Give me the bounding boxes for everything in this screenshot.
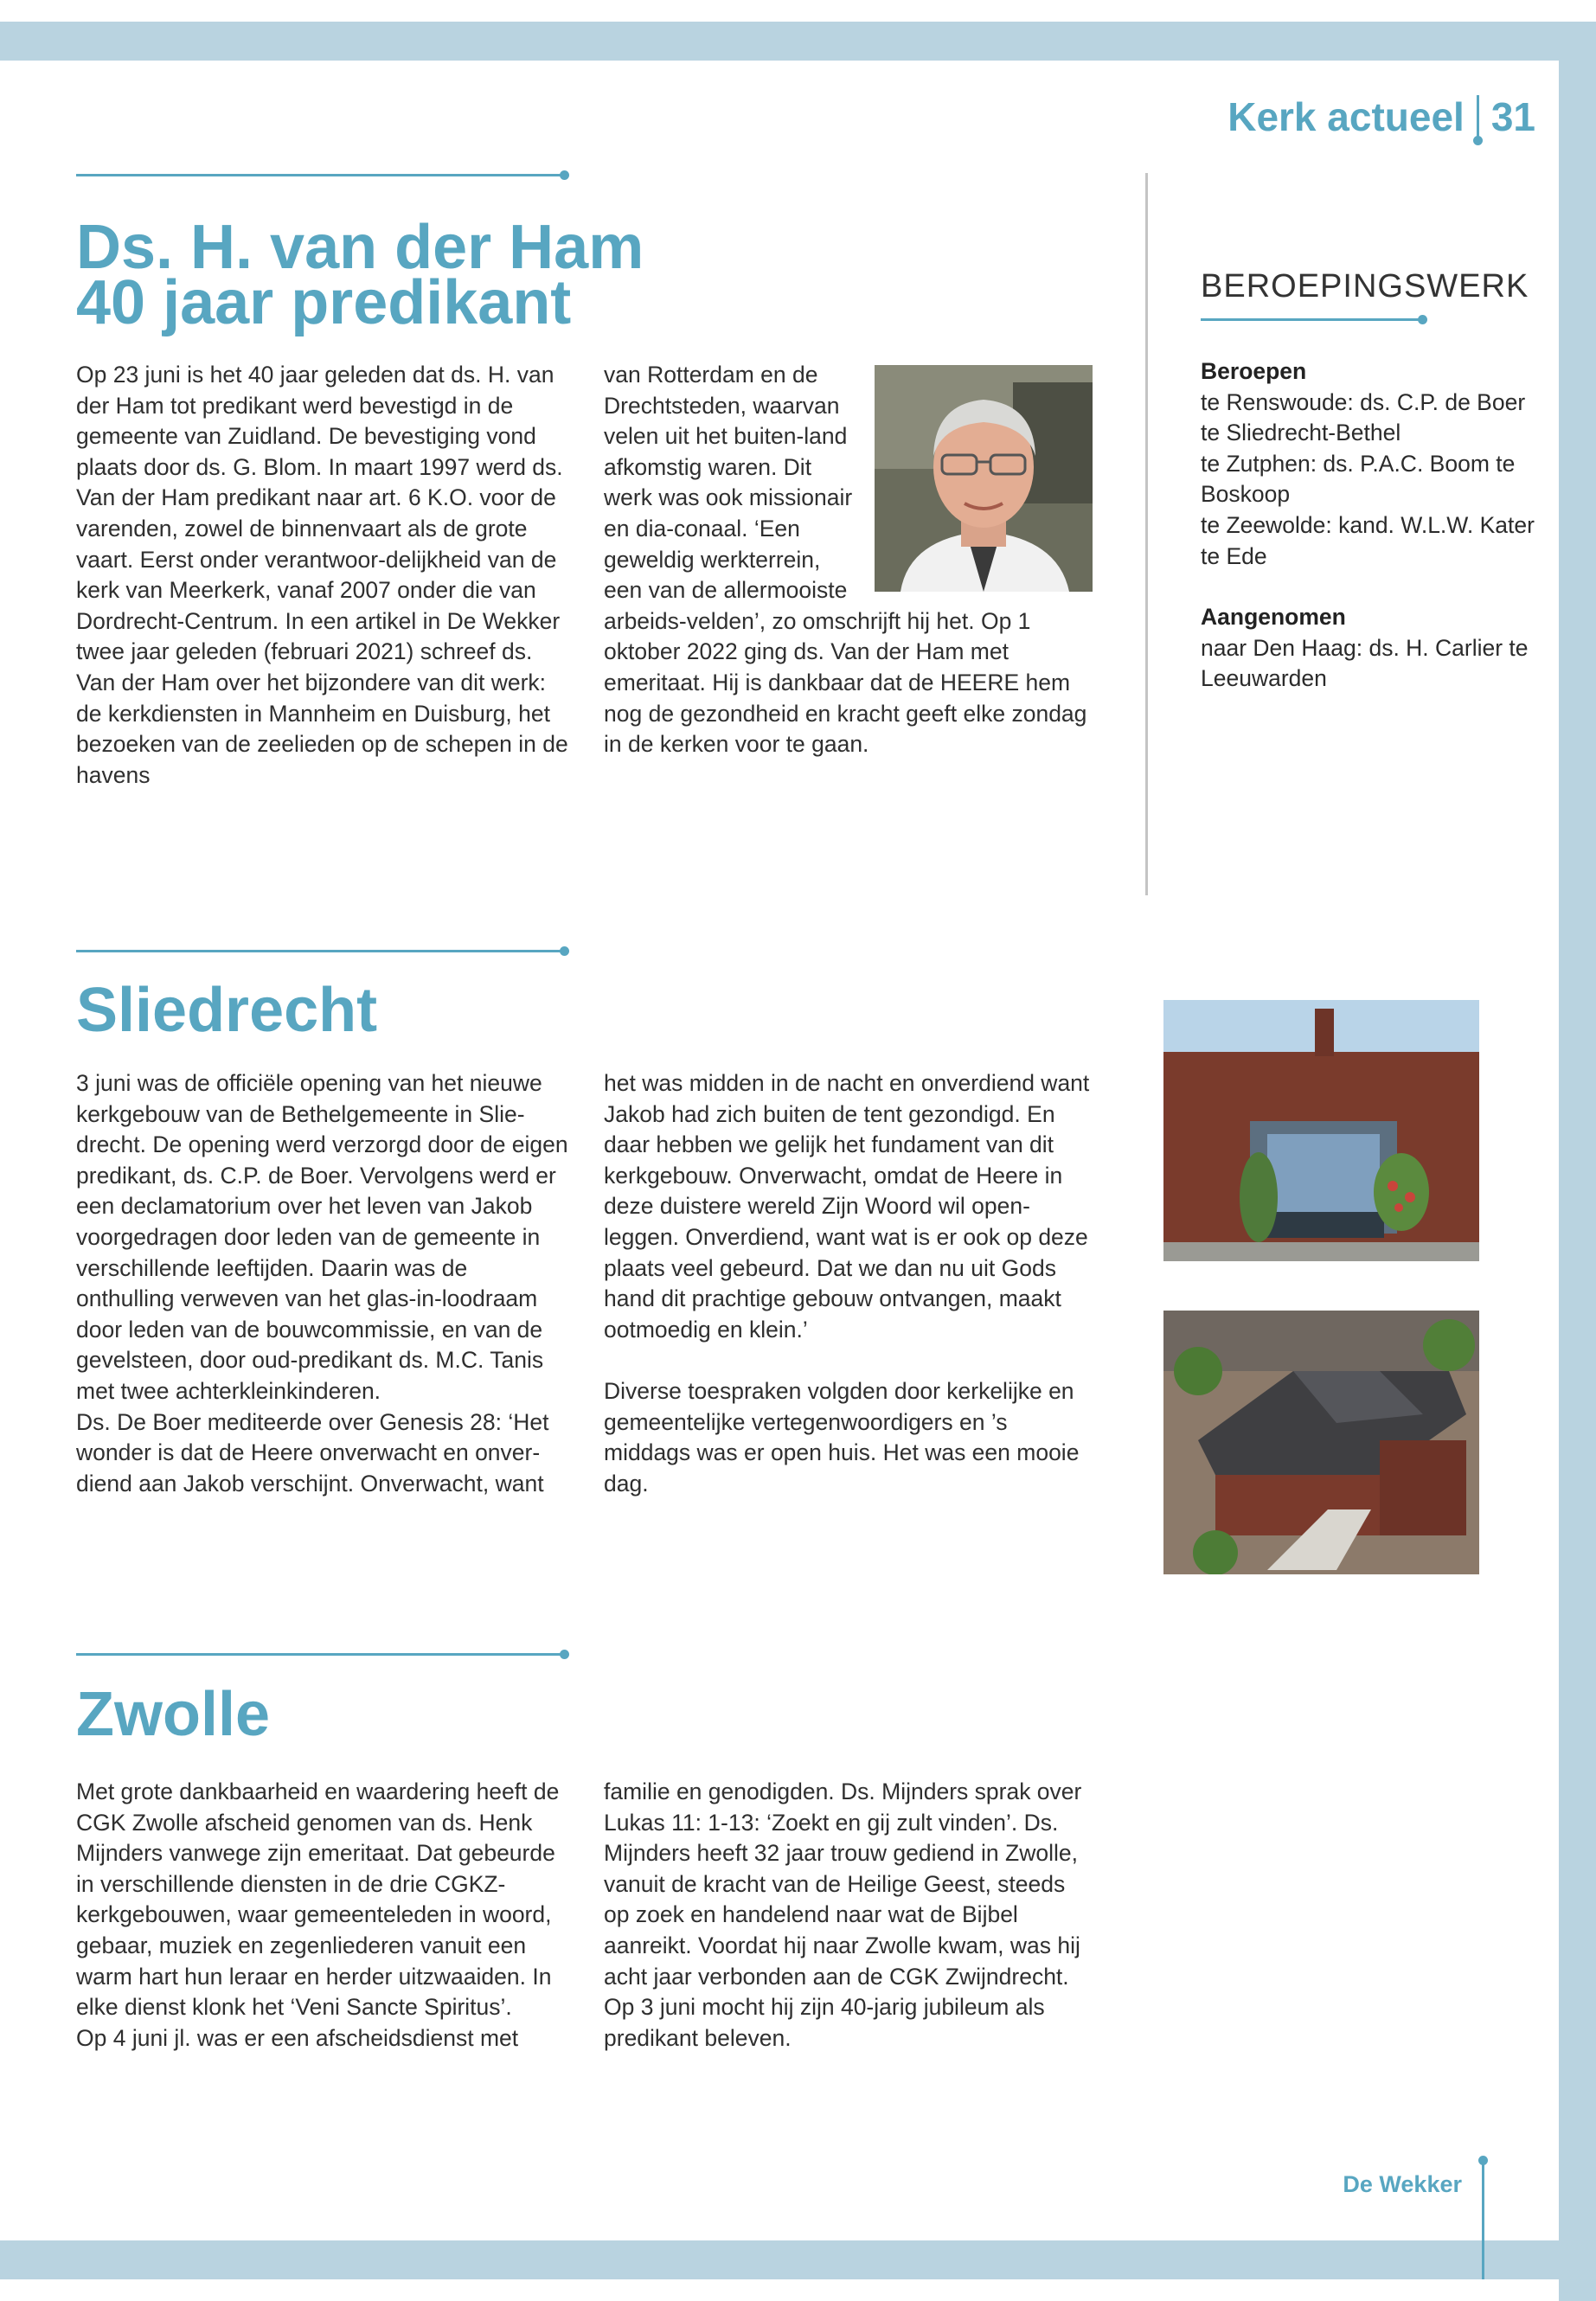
article3-column-1 [76,1777,569,2054]
article1-headline [76,213,644,337]
right-border-band [1559,22,1596,2301]
page-number: 31 [1490,94,1535,139]
section-title: Kerk actueel [1227,94,1465,139]
church-front-photo [1163,1000,1479,1261]
article3-column-2 [604,1777,1093,2054]
aangenomen-heading: Aangenomen [1201,604,1346,631]
article2-column-1 [76,1068,569,1499]
beroepen-heading: Beroepen [1201,358,1307,384]
sidebar-divider [1145,173,1148,895]
portrait-photo [875,365,1093,592]
bottom-border-band [0,2240,1596,2279]
article3-col2-text: familie en genodigden. Ds. Mijnders sprak over Lukas 11: 1-13: ‘Zoekt en gij zult vinden’. Ds. Mijnders heeft 32 jaar trouw gediend in Zwolle, vanuit de kracht van de Heilige Geest, steeds op zoek en handelend naar wat de Bijbel aanreikt. Voordat hij naar Zwolle kwam, was hij acht jaar verbonden aan de CGK Zwijndrecht. Op 3 juni mocht hij zijn 40-jarig jubileum als predikant beleven. [604,1779,1082,2051]
article1-column-1 [76,360,569,791]
article-divider-3 [76,1653,565,1656]
article2-col1-text: 3 juni was de officiële opening van het nieuwe kerkgebouw van de Bethelgemeente in Slie-drecht. De opening werd verzorgd door de eigen predikant, ds. C.P. de Boer. Vervolgens werd er een declamatorium over het leven van Jakob voorgedragen door leden van de gemeente in verschillende leeftijden. Daarin was de onthulling verweven van het glas-in-loodraam door leden van de bouwcommissie, en van de gevelsteen, door oud-predikant ds. M.C. Tanis met twee achterkleinkinderen. Ds. De Boer mediteerde over Genesis 28: ‘Het wonder is dat de Heere onverwacht en onver-diend aan Jakob verschijnt. Onverwacht, want [76,1070,568,1497]
sidebar-title-rule [1201,318,1423,321]
aangenomen-item: naar Den Haag: ds. H. Carlier te Leeuwarden [1201,634,1529,692]
footer-divider [1482,2161,1484,2279]
article2-headline: Sliedrecht [76,976,378,1045]
header-divider [1477,95,1479,138]
sidebar-title: BEROEPINGSWERK [1201,268,1529,304]
beroepen-item: te Zeewolde: kand. W.L.W. Kater te Ede [1201,511,1535,569]
article1-column-2 [604,360,1093,760]
article-divider-1 [76,174,565,176]
article1-headline-line1: Ds. H. van der Ham [76,213,644,282]
top-border-band [0,22,1596,61]
article1-col2-text: van Rotterdam en de Drechtsteden, waarvan velen uit het buiten-land afkomstig waren. Dit werk was ook missionair en dia-conaal. ‘Een geweldig werkterrein, een van de allermooiste arbeids-velden’, zo omschrijft hij het. Op 1 oktober 2022 ging ds. Van der Ham met emeritaat. Hij is dankbaar dat de HEERE hem nog de gezondheid en kracht geeft elke zondag in de kerken voor te gaan. [604,362,1087,758]
article3-headline: Zwolle [76,1680,271,1749]
article1-headline-line2: 40 jaar predikant [76,268,572,337]
church-aerial-photo [1163,1311,1479,1574]
beroepen-item: te Zutphen: ds. P.A.C. Boom te Boskoop [1201,450,1516,508]
article2-col2-paragraph-1: het was midden in de nacht en onverdiend want Jakob had zich buiten de tent gezondigd. En daar hebben we gelijk het fundament van dit kerkgebouw. Onverwacht, omdat de Heere in deze duistere wereld Zijn Woord wil open-leggen. Onverdiend, want wat is er ook op deze plaats veel gebeurd. Dat we dan nu uit Gods hand dit prachtige gebouw ontvangen, maakt ootmoedig en klein.’ [604,1070,1090,1343]
article2-col2-paragraph-2: Diverse toespraken volgden door kerkelijke en gemeentelijke vertegenwoordigers en ’s middags was er open huis. Het was een mooie dag. [604,1377,1080,1497]
article1-col1-text: Op 23 juni is het 40 jaar geleden dat ds. H. van der Ham tot predikant werd bevestigd in de gemeente van Zuidland. De bevestiging vond plaats door ds. G. Blom. In maart 1997 werd ds. Van der Ham predikant naar art. 6 K.O. voor de varenden, zowel de binnenvaart als de grote vaart. Eerst onder verantwoor-delijkheid van de kerk van Meerkerk, vanaf 2007 onder die van Dordrecht-Centrum. In een artikel in De Wekker twee jaar geleden (februari 2021) schreef ds. Van der Ham over het bijzondere van dit werk: de kerkdiensten in Mannheim en Duisburg, het bezoeken van de zeelieden op de schepen in de havens [76,362,568,788]
running-header [1227,93,1535,140]
beroepen-item: te Renswoude: ds. C.P. de Boer te Sliedrecht-Bethel [1201,388,1526,446]
article3-col1-text: Met grote dankbaarheid en waardering heeft de CGK Zwolle afscheid genomen van ds. Henk Mijnders vanwege zijn emeritaat. Dat gebeurde in verschillende diensten in de drie CGKZ-kerkgebouwen, waar gemeenteleden in woord, gebaar, muziek en zegenliederen vanuit een warm hart hun leraar en herder uitzwaaiden. In elke dienst klonk het ‘Veni Sancte Spiritus’. Op 4 juni jl. was er een afscheidsdienst met [76,1779,560,2051]
article2-column-2 [604,1068,1093,1499]
article-divider-2 [76,950,565,952]
footer-magazine-name: De Wekker [1343,2171,1462,2197]
sidebar-body [1201,356,1542,695]
